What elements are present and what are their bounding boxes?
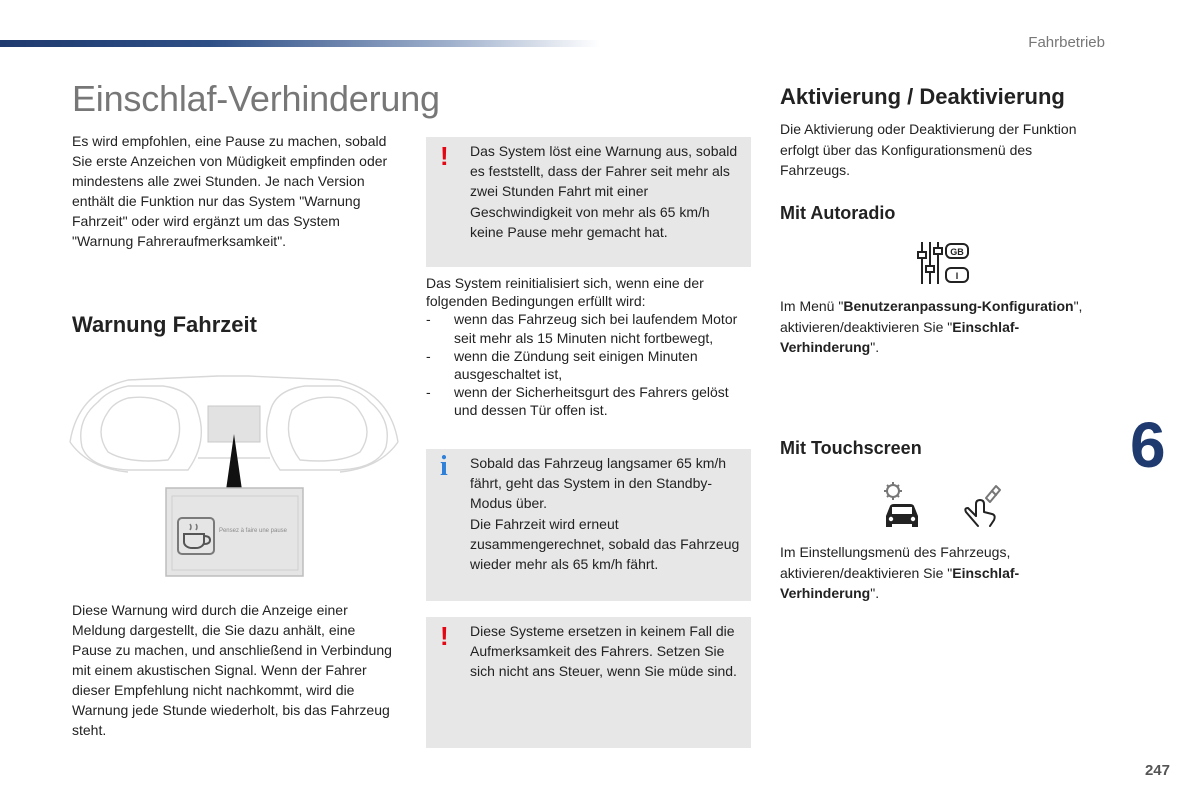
activation-intro: Die Aktivierung oder Deaktivierung der Funktion erfolgt über das Konfigurationsmenü des Fahrzeugs. bbox=[780, 121, 1077, 178]
chapter-number: 6 bbox=[1130, 409, 1166, 481]
heading-touchscreen: Mit Touchscreen bbox=[780, 438, 922, 458]
vehicle-settings-icon bbox=[880, 480, 926, 528]
header-bar bbox=[0, 40, 600, 47]
display-message: Pensez à faire une pause bbox=[218, 528, 288, 534]
function-name: Einschlaf-Verhinderung bbox=[780, 318, 1020, 355]
touchscreen-instruction: Im Einstellungsmenü des Fahrzeugs, aktivieren/deaktivieren Sie "Einschlaf-Verhinderung". bbox=[780, 544, 1020, 601]
page-number: 247 bbox=[1144, 762, 1170, 779]
info-text-b: Die Fahrzeit wird erneut zusammengerechnet, sobald das Fahrzeug wieder mehr als 65 km/h fährt. bbox=[470, 515, 740, 573]
warning-icon: ! bbox=[440, 621, 449, 651]
heading-aktivierung: Aktivierung / Deaktivierung bbox=[780, 84, 1065, 109]
warning-icon: ! bbox=[440, 141, 449, 171]
function-name: Einschlaf-Verhinderung bbox=[780, 564, 1020, 601]
heading-warnung-fahrzeit: Warnung Fahrzeit bbox=[72, 312, 257, 337]
warning-description: Diese Warnung wird durch die Anzeige einer Meldung dargestellt, die Sie dazu anhält, eine Pause zu machen, und anschließend in Verbindung mit einem akustischen Signal. Wenn der Fahrer dieser Empfehlung nicht nachkommt, wird die Warnung jede Stunde wiederholt, bis das Fahrzeug steht. bbox=[72, 602, 392, 738]
info-text-a: Sobald das Fahrzeug langsamer 65 km/h fährt, geht das System in den Standby-Modus über. bbox=[470, 455, 727, 512]
conditions-list bbox=[426, 310, 746, 419]
info-box bbox=[426, 449, 751, 601]
warning-box-1 bbox=[426, 137, 751, 267]
list-item: - wenn das Fahrzeug sich bei laufendem Motor seit mehr als 15 Minuten nicht fortbewegt, bbox=[426, 311, 738, 346]
touch-hand-icon bbox=[962, 482, 1004, 528]
svg-text:I: I bbox=[955, 271, 959, 281]
reinit-intro: Das System reinitialisiert sich, wenn eine der folgenden Bedingungen erfüllt wird: bbox=[426, 275, 704, 310]
heading-autoradio: Mit Autoradio bbox=[780, 203, 896, 223]
warning-text-2: Diese Systeme ersetzen in keinem Fall die Aufmerksamkeit des Fahrers. Setzen Sie sich nicht ans Steuer, wenn Sie müde sind. bbox=[470, 623, 737, 680]
menu-name: Benutzeranpassung-Konfiguration bbox=[843, 298, 1074, 314]
autoradio-instruction: Im Menü "Benutzeranpassung-Konfiguration", aktivieren/deaktivieren Sie "Einschlaf-Verhinderung". bbox=[780, 298, 1083, 355]
reinit-conditions bbox=[426, 274, 746, 420]
list-item: - wenn die Zündung seit einigen Minuten ausgeschaltet ist, bbox=[426, 347, 698, 383]
warning-box-2 bbox=[426, 617, 751, 748]
autoradio-settings-icon bbox=[916, 240, 972, 286]
dashboard-illustration bbox=[68, 372, 400, 582]
list-item: - wenn der Sicherheitsgurt des Fahrers gelöst und dessen Tür offen ist. bbox=[426, 384, 729, 419]
svg-text:GB: GB bbox=[950, 247, 964, 257]
info-icon: i bbox=[440, 451, 448, 482]
page-title: Einschlaf-Verhinderung bbox=[72, 78, 440, 119]
instrument-cluster-drawing bbox=[68, 372, 400, 582]
warning-text-1: Das System löst eine Warnung aus, sobald es feststellt, dass der Fahrer seit mehr als zwei Stunden Fahrt mit einer Geschwindigkeit von mehr als 65 km/h keine Pause mehr gemacht hat. bbox=[470, 143, 738, 240]
section-label: Fahrbetrieb bbox=[1028, 34, 1105, 51]
intro-paragraph: Es wird empfohlen, eine Pause zu machen, sobald Sie erste Anzeichen von Müdigkeit empfinden oder mindestens alle zwei Stunden. Je nach Version enthält die Funktion nur das System "Warnung Fahrzeit" oder wird ergänzt um das System "Warnung Fahreraufmerksamkeit". bbox=[72, 133, 388, 249]
